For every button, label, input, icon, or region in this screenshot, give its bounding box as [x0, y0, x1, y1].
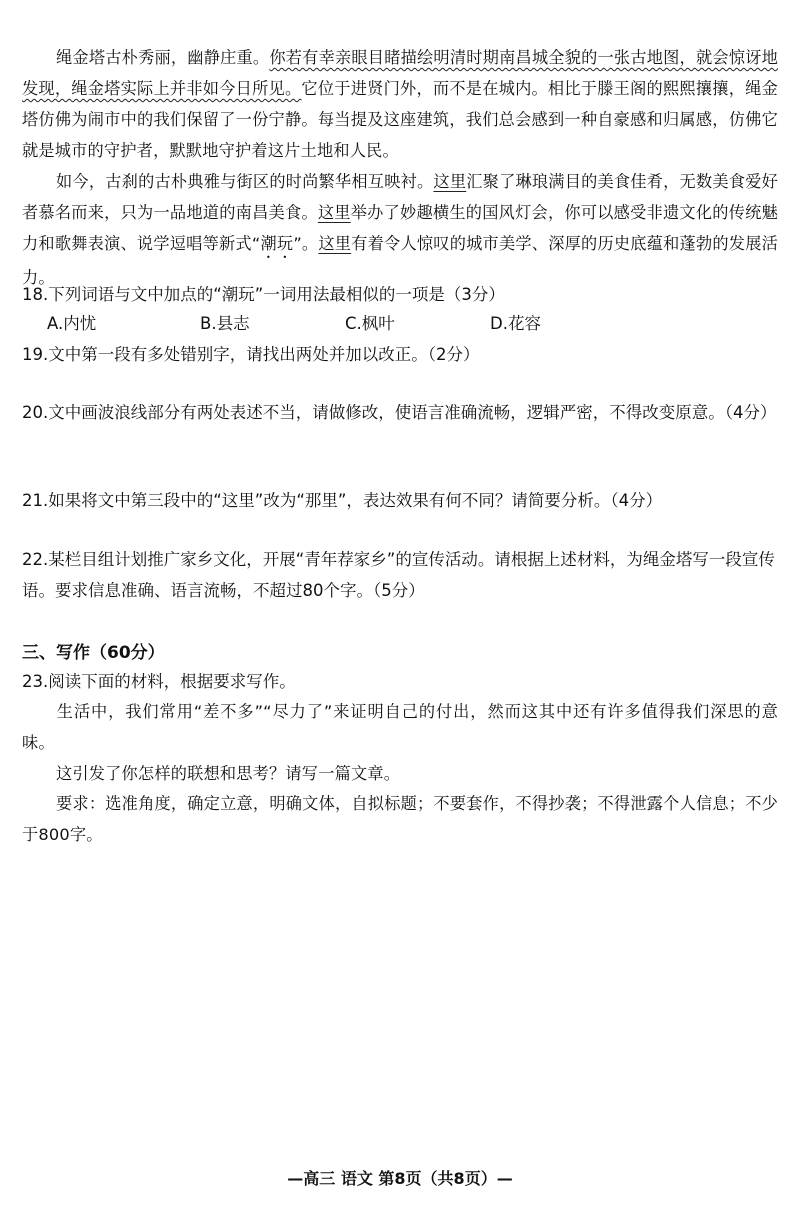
- question-22: 22.某栏目组计划推广家乡文化，开展“青年荐家乡”的宣传活动。请根据上述材料，为绳金塔写一段宣传语。要求信息准确、语言流畅，不超过80个字。（5分）: [22, 550, 775, 600]
- question-23: 23.阅读下面的材料，根据要求写作。: [22, 672, 296, 691]
- passage-paragraph-2: [22, 166, 778, 293]
- prompt-text: 这引发了你怎样的联想和思考？请写一篇文章。: [56, 764, 401, 783]
- passage-text: 绳金塔古朴秀丽，幽静庄重。: [56, 48, 270, 67]
- wavy-underlined-text: 你若有幸亲眼目睹描绘明清时期南昌城全貌的一张古地图，就会惊讶地发现，绳金塔实际上并非如今日所见。: [22, 48, 778, 98]
- passage-paragraph-1: [22, 42, 778, 166]
- underlined-here-2: 这里: [317, 203, 351, 222]
- passage-text: 如今，古刹的古朴典雅与街区的时尚繁华相互映衬。: [56, 172, 434, 191]
- question-18-options: [47, 309, 647, 339]
- question-18: 18.下列词语与文中加点的“潮玩”一词用法最相似的一项是（3分）: [22, 285, 505, 304]
- requirements-text: 要求：选准角度，确定立意，明确文体，自拟标题；不要套作，不得抄袭；不得泄露个人信息；不少于800字。: [22, 794, 778, 844]
- writing-material: [22, 696, 778, 758]
- writing-prompt: [22, 758, 778, 789]
- underlined-here-1: 这里: [433, 172, 467, 191]
- question-20: 20.文中画波浪线部分有两处表述不当，请做修改，使语言准确流畅，逻辑严密，不得改变原意。（4分）: [22, 403, 777, 422]
- option-c: C.枫叶: [345, 314, 395, 333]
- section-title-writing: 三、写作（60分）: [22, 643, 165, 663]
- question-21: 21.如果将文中第三段中的“这里”改为“那里”，表达效果有何不同？请简要分析。（4分）: [22, 491, 663, 510]
- passage-text: ”。: [293, 234, 319, 253]
- underlined-here-3: 这里: [318, 234, 352, 253]
- option-a: A.内忧: [47, 314, 97, 333]
- dotted-word-chaowan: 潮玩: [260, 234, 294, 253]
- passage-text: 举办了妙趣横生的国风灯会，你可以感受非遗文化的传统魅力和歌舞表演、说学逗唱等新式“: [22, 203, 778, 253]
- material-text: 生活中，我们常用“差不多”“尽力了”来证明自己的付出，然而这其中还有许多值得我们深思的意味。: [22, 702, 778, 752]
- page-footer: —高三 语文 第8页（共8页）—: [287, 1169, 513, 1188]
- passage-text: 汇聚了琳琅满目的美食佳肴，无数美食爱好者慕名而来，只为一品地道的南昌美食。: [22, 172, 778, 222]
- passage-text: 有着令人惊叹的城市美学、深厚的历史底蕴和蓬勃的发展活力。: [22, 234, 779, 287]
- question-19: 19.文中第一段有多处错别字，请找出两处并加以改正。（2分）: [22, 345, 480, 364]
- writing-requirements: [22, 788, 778, 850]
- passage-text: 它位于进贤门外，而不是在城内。相比于滕王阁的熙熙攘攘，绳金塔仿佛为闹市中的我们保留了一份宁静。每当提及这座建筑，我们总会感到一种自豪感和归属感，仿佛它就是城市的守护者，默默地守护着这片土地和人民。: [22, 79, 778, 160]
- option-d: D.花容: [490, 314, 541, 333]
- option-b: B.县志: [200, 314, 250, 333]
